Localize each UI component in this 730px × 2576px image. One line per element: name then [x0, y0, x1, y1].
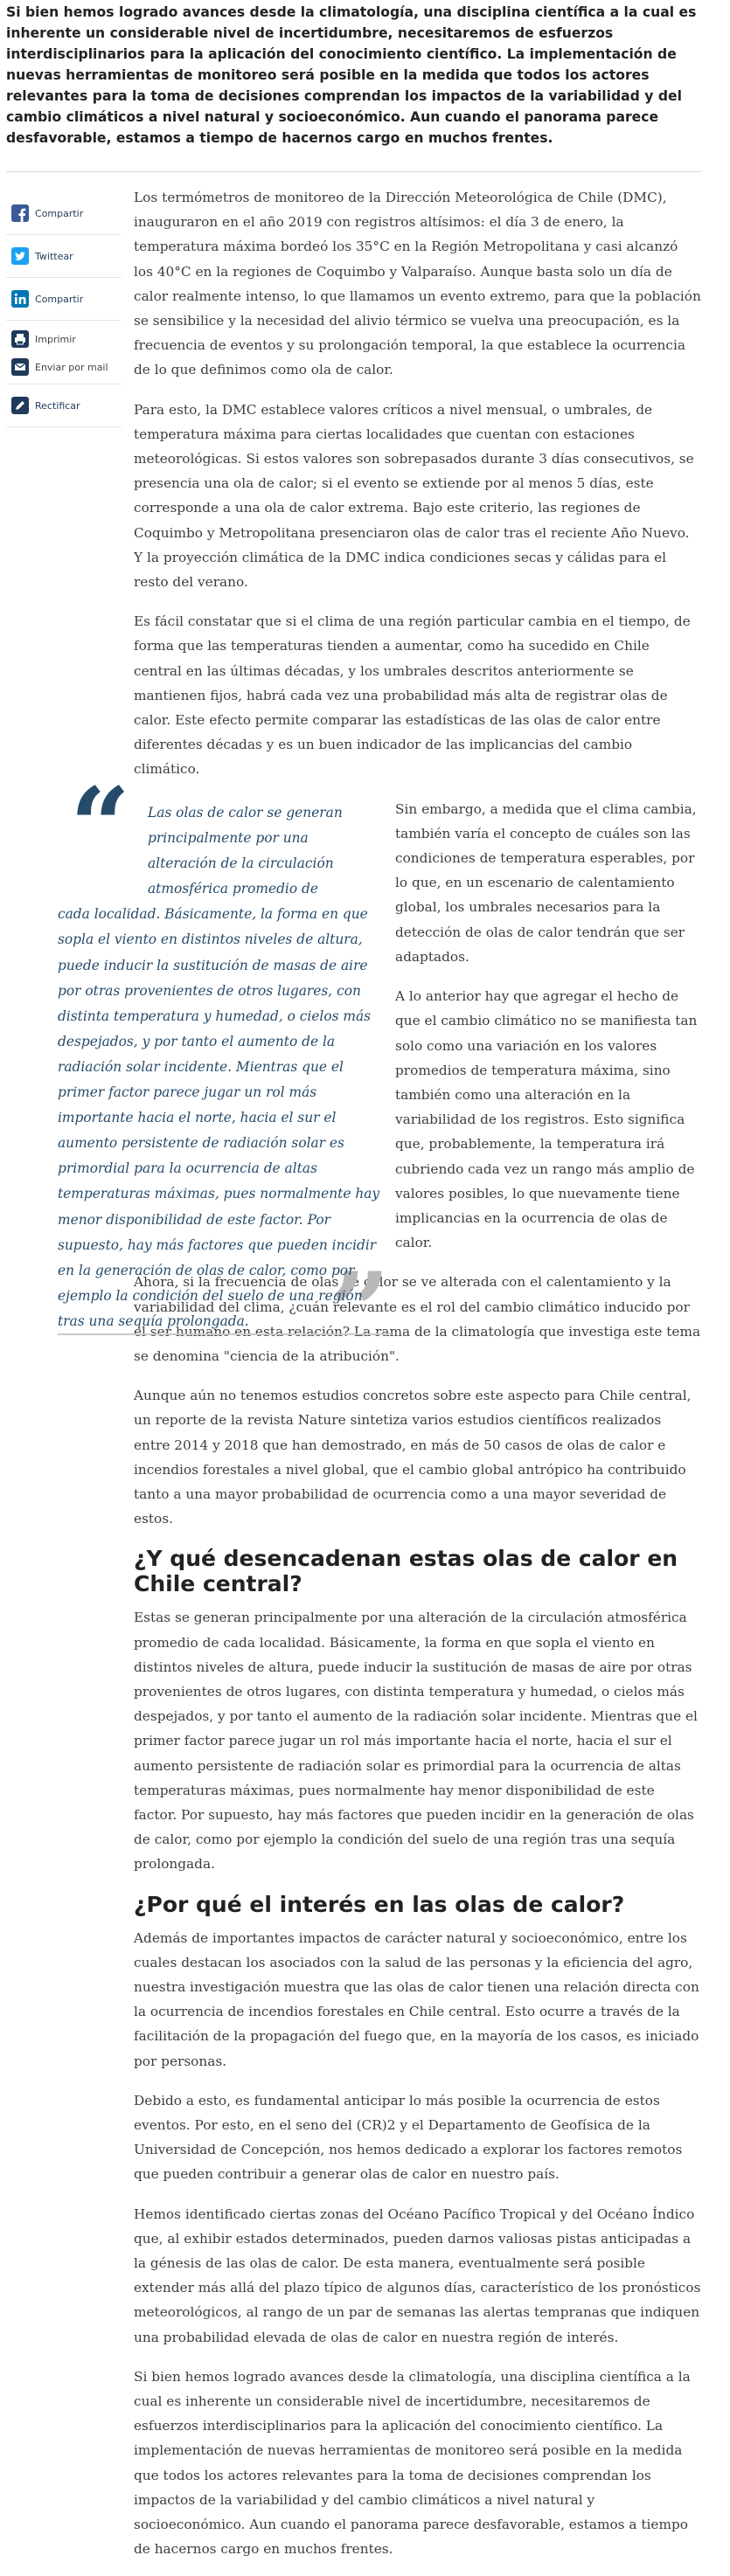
twitter-icon — [11, 247, 29, 265]
print-button[interactable] — [6, 328, 122, 350]
paragraph: A lo anterior hay que agregar el hecho de que el cambio climático no se manifiesta tan solo como una variación en los valores promedios de temperatura máxima, sino también como una alteración en la variabilidad de los registros. Esto significa que, probablemente, la temperatura irá cubriendo cada vez un rango más amplio de valores posibles, lo que nuevamente tiene implicancias en la ocurrencia de olas de calor. — [395, 988, 698, 1251]
section-heading: ¿Por qué el interés en las olas de calor? — [134, 1891, 625, 1917]
rectify-button[interactable] — [6, 384, 122, 427]
pull-quote-rest: cada localidad. Básicamente, la forma en que sopla el viento en distintos niveles de altura, puede inducir la sustitución de masas de aire por otras provenientes de otros lugares, con distinta temperatura y humedad, o cielos más despejados, y por tanto el aumento de la radiación solar incidente. Mientras que el primer factor parece jugar un rol más importante hacia el norte, hacia el sur el aumento persistente de radiación solar es primordial para la ocurrencia de altas temperaturas máximas, pues normalmente hay menor disponibilidad de este factor. Por supuesto, hay más factores que pueden incidir en la generación de olas de calor, como por ejemplo la condición del suelo de una región tras una sequía prolongada. — [58, 906, 380, 1329]
pull-quote-text — [58, 800, 381, 1334]
share-sidebar — [6, 192, 122, 427]
share-spacer — [6, 321, 122, 328]
pull-quote — [58, 765, 392, 1373]
article-lead: Si bien hemos logrado avances desde la climatología, una disciplina científica a la cual es inherente un considerable nivel de incertidumbre, necesitaremos de esfuerzos interdisciplinarios para la aplicación del conocimiento científico. La implementación de nuevas herramientas de monitoreo será posible en la medida que todos los actores relevantes para la toma de decisiones comprendan los impactos de la variabilidad y del cambio climáticos a nivel natural y socioeconómico. Aun cuando el panorama parece desfavorable, estamos a tiempo de hacernos cargo en muchos frentes. — [6, 4, 697, 146]
paragraph: Aunque aún no tenemos estudios concretos sobre este aspecto para Chile central, un reporte de la revista Nature sintetiza varios estudios científicos realizados entre 2014 y 2018 que han demostrado, en más de 50 casos de olas de calor e incendios forestales a nivel global, que el cambio global antrópico ha contribuido tanto a una mayor probabilidad de ocurrencia como a una mayor severidad de estos. — [134, 1388, 692, 1527]
share-linkedin-button[interactable] — [6, 278, 122, 321]
paragraph: Debido a esto, es fundamental anticipar lo más posible la ocurrencia de estos eventos. Por esto, en el seno del (CR)2 y el Departamento de Geofísica de la Universidad de Concepción, nos hemos dedicado a explorar los factores remotos que pueden contribuir a generar olas de calor en nuestro país. — [134, 2092, 683, 2183]
share-twitter-label: Twittear — [35, 250, 73, 262]
paragraph: Hemos identificado ciertas zonas del Océano Pacífico Tropical y del Océano Índico que, al exhibir estados determinados, pueden darnos valiosas pistas anticipadas a la génesis de las olas de calor. De esta manera, eventualmente será posible extender más allá del plazo típico de algunos días, característico de los pronósticos meteorológicos, al rango de un par de semanas las alertas tempranas que indiquen una probabilidad elevada de olas de calor en nuestra región de interés. — [134, 2206, 701, 2345]
share-twitter-button[interactable] — [6, 235, 122, 278]
article-body — [134, 185, 701, 2576]
paragraph: Si bien hemos logrado avances desde la climatología, una disciplina científica a la cual es inherente un considerable nivel de incertidumbre, necesitaremos de esfuerzos interdisciplinarios para la aplicación del conocimiento científico. La implementación de nuevas herramientas de monitoreo será posible en la medida que todos los actores relevantes para la toma de decisiones comprendan los impactos de la variabilidad y del cambio climáticos a nivel natural y socioeconómico. Aun cuando el panorama parece desfavorable, estamos a tiempo de hacernos cargo en muchos frentes. — [134, 2368, 691, 2558]
email-label: Enviar por mail — [35, 361, 108, 373]
paragraph: Ahora, si la frecuencia de olas de calor se ve alterada con el calentamiento y la variabilidad del clima, ¿cuán relevante es el rol del cambio climático inducido por el ser humano en esta relación? La rama de la climatología que investiga este tema se denomina "ciencia de la atribución". — [134, 1274, 701, 1364]
section-heading: ¿Y qué desencadenan estas olas de calor en Chile central? — [134, 1546, 678, 1597]
paragraph: Además de importantes impactos de carácter natural y socioeconómico, entre los cuales destacan los asociados con la salud de las personas y la eficiencia del agro, nuestra investigación muestra que las olas de calor tienen una relación directa con la ocurrencia de incendios forestales en Chile central. Esto ocurre a través de la facilitación de la propagación del fuego que, en la mayoría de los casos, es iniciado por personas. — [134, 1929, 699, 2069]
facebook-icon — [11, 204, 29, 222]
print-icon — [11, 330, 29, 348]
paragraph: Sin embargo, a medida que el clima cambia, también varía el concepto de cuáles son las condiciones de temperatura esperables, por lo que, en un escenario de calentamiento global, los umbrales necesarios para la detección de olas de calor tendrán que ser adaptados. — [395, 800, 697, 965]
pencil-icon — [11, 397, 29, 414]
paragraph: Es fácil constatar que si el clima de una región particular cambia en el tiempo, de forma que las temperaturas tienden a aumentar, como ha sucedido en Chile central en las últimas décadas, y los umbrales descritos anteriormente se mantienen fijos, habrá cada vez una probabilidad más alta de registrar olas de calor. Este efecto permite comparar las estadísticas de las olas de calor entre diferentes décadas y es un buen indicador de las implicancias del cambio climático. — [134, 613, 691, 778]
mail-icon — [11, 358, 29, 376]
email-button[interactable] — [6, 350, 122, 384]
paragraph: Los termómetros de monitoreo de la Dirección Meteorológica de Chile (DMC), inauguraron en el año 2019 con registros altísimos: el día 3 de enero, la temperatura máxima bordeó los 35°C en la Región Metropolitana y casi alcanzó los 40°C en la regiones de Coquimbo y Valparaíso. Aunque basta solo un día de calor realmente intenso, lo que llamamos un evento extremo, para que la población se sensibilice y la necesidad del alivio térmico se vuelva una preocupación, es la frecuencia de eventos y su prolongación temporal, la que establece la ocurrencia de lo que definimos como ola de calor. — [134, 190, 701, 378]
rectify-label: Rectificar — [35, 399, 80, 412]
divider — [6, 171, 701, 172]
share-linkedin-label: Compartir — [35, 293, 84, 305]
share-facebook-label: Compartir — [35, 207, 84, 219]
close-quote-icon: ” — [330, 1250, 391, 1373]
paragraph: Estas se generan principalmente por una alteración de la circulación atmosférica promedio de cada localidad. Básicamente, la forma en que sopla el viento en distintos niveles de altura, puede inducir la sustitución de masas de aire por otras provenientes de otros lugares, con distinta temperatura y humedad, o cielos más despejados, y por tanto el aumento de la radiación solar incidente. Mientras que el primer factor parece jugar un rol más importante hacia el norte, hacia el sur el aumento persistente de radiación solar es primordial para la ocurrencia de altas temperaturas máximas, pues normalmente hay menor disponibilidad de este factor. Por supuesto, hay más factores que pueden incidir en la generación de olas de calor, como por ejemplo la condición del suelo de una región tras una sequía prolongada. — [134, 1610, 698, 1873]
open-quote-icon: “ — [70, 765, 131, 888]
paragraph: Para esto, la DMC establece valores críticos a nivel mensual, o umbrales, de temperatura máxima para ciertas localidades que cuentan con estaciones meteorológicas. Si estos valores son sobrepasados durante 3 días consecutivos, se presencia una ola de calor; si el evento se extiende por al menos 5 días, este corresponde a una ola de calor extrema. Bajo este criterio, las regiones de Coquimbo y Metropolitana presenciaron olas de calor tras el reciente Año Nuevo. Y la proyección climática de la DMC indica condiciones secas y cálidas para el resto del verano. — [134, 401, 694, 591]
print-label: Imprimir — [35, 333, 76, 345]
share-facebook-button[interactable] — [6, 192, 122, 235]
linkedin-icon — [11, 290, 29, 308]
pull-quote-head: Las olas de calor se generan principalmente por una alteración de la circulación atmosférica promedio de — [148, 805, 343, 897]
